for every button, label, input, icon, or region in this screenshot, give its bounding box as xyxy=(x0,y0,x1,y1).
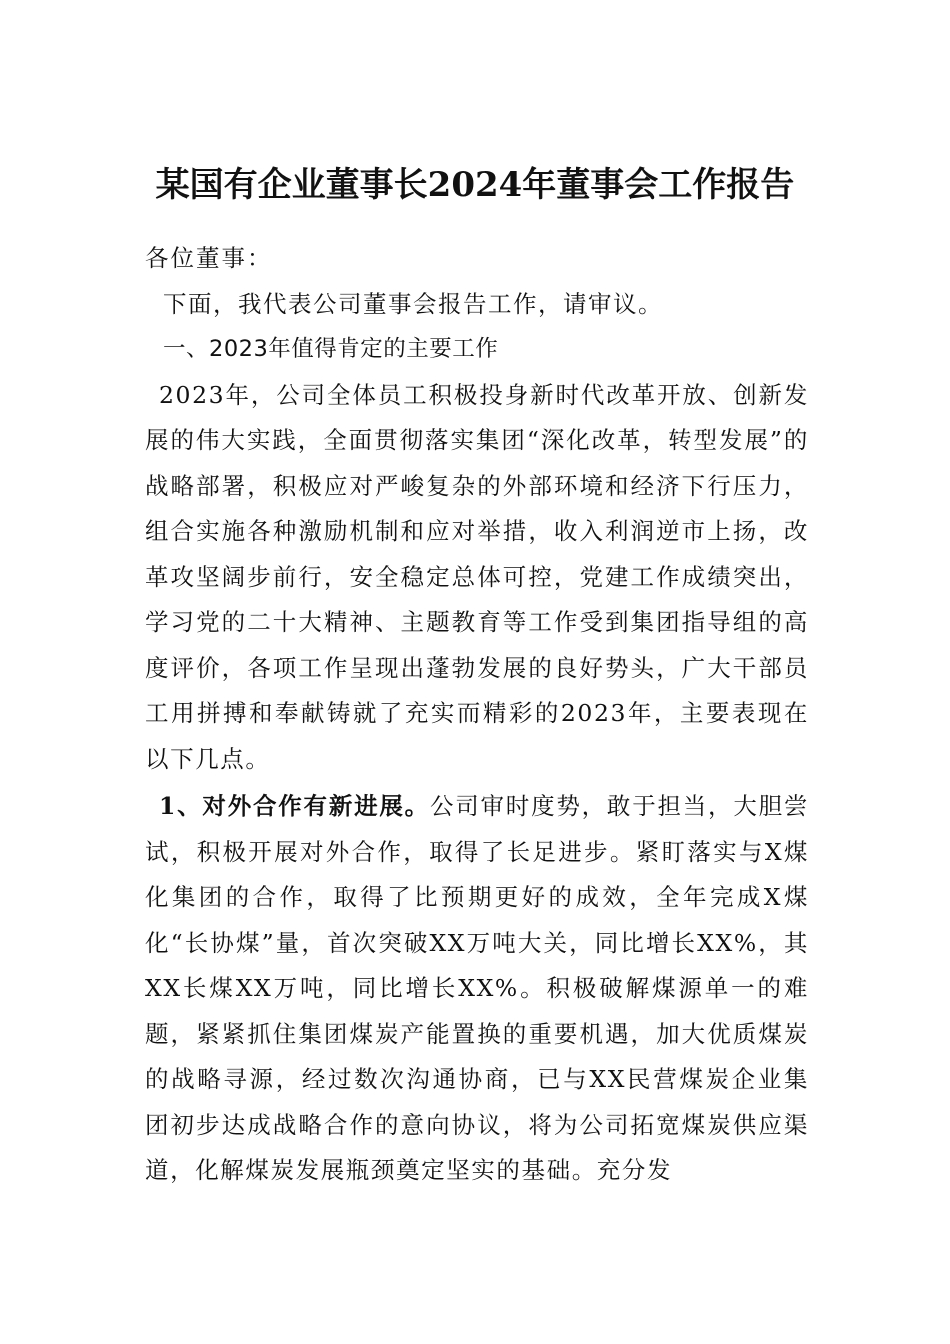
document-body xyxy=(145,236,809,1194)
section-paragraph: 2023年，公司全体员工积极投身新时代改革开放、创新发展的伟大实践，全面贯彻落实集团“深化改革，转型发展”的战略部署，积极应对严峻复杂的外部环境和经济下行压力，组合实施各种激励机制和应对举措，收入利润逆市上扬，改革攻坚阔步前行，安全稳定总体可控，党建工作成绩突出，学习党的二十大精神、主题教育等工作受到集团指导组的高度评价，各项工作呈现出蓬勃发展的良好势头，广大干部员工用拼搏和奉献铸就了充实而精彩的2023年，主要表现在以下几点。 xyxy=(145,380,809,773)
item-text: 公司审时度势，敢于担当，大胆尝试，积极开展对外合作，取得了长足进步。紧盯落实与X煤化集团的合作，取得了比预期更好的成效，全年完成X煤化“长协煤”量，首次突破XX万吨大关，同比增长XX%，其XX长煤XX万吨，同比增长XX%。积极破解煤源单一的难题，紧紧抓住集团煤炭产能置换的重要机遇，加大优质煤炭的战略寻源，经过数次沟通协商，已与XX民营煤炭企业集团初步达成战略合作的意向协议，将为公司拓宽煤炭供应渠道，化解煤炭发展瓶颈奠定坚实的基础。充分发 xyxy=(145,792,809,1184)
intro-paragraph: 下面，我代表公司董事会报告工作，请审议。 xyxy=(163,289,663,318)
section-heading: 一、2023年值得肯定的主要工作 xyxy=(163,336,499,362)
salutation: 各位董事： xyxy=(145,244,273,272)
item-lead: 1、对外合作有新进展。 xyxy=(159,792,430,820)
document-title: 某国有企业董事长2024年董事会工作报告 xyxy=(155,165,795,205)
item-paragraph xyxy=(145,784,809,1194)
